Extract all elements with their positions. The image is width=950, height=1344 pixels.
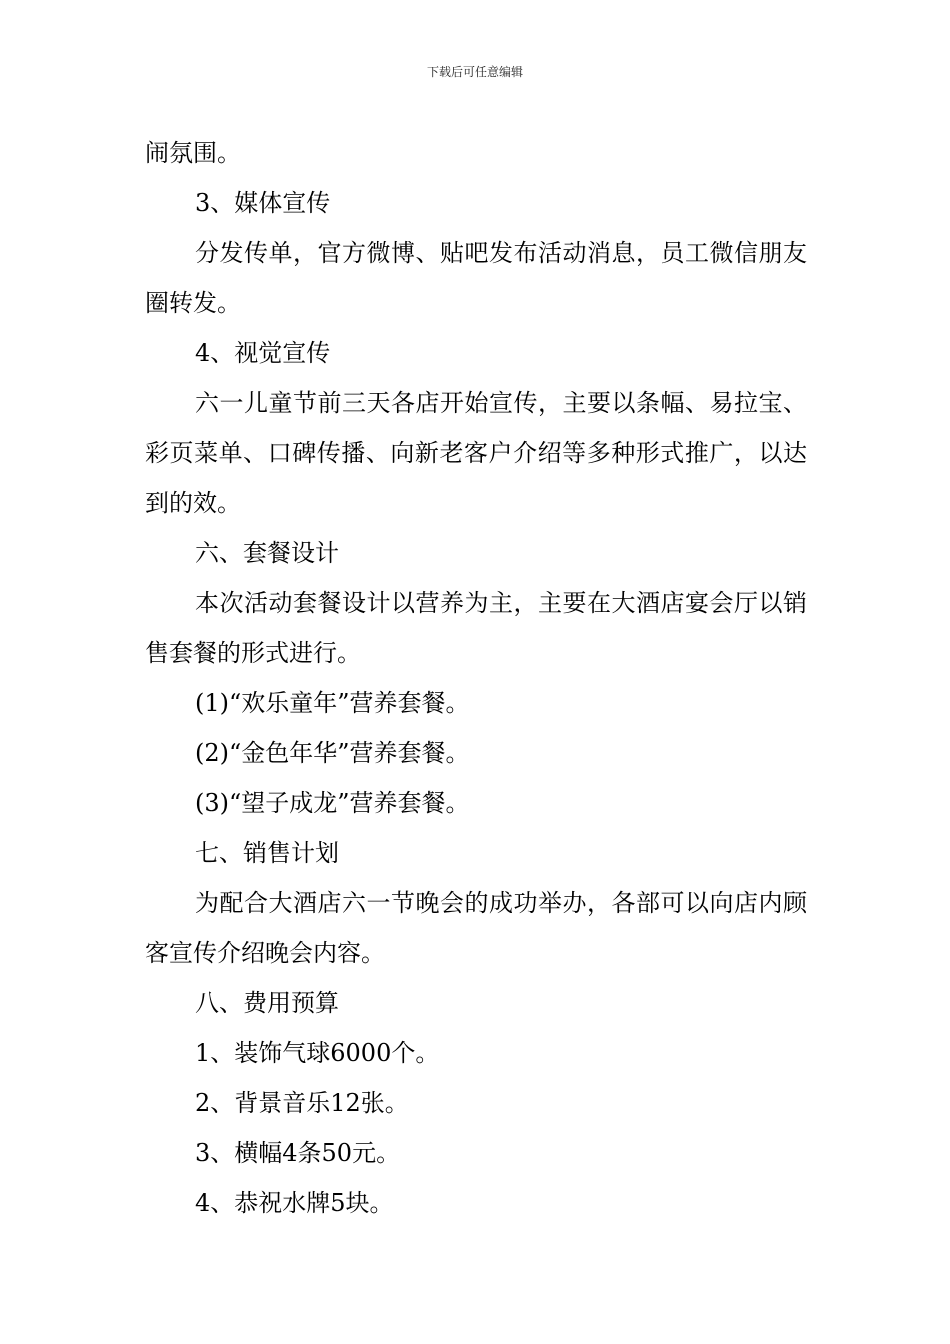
heading-budget: 八、费用预算 bbox=[195, 989, 339, 1017]
paragraph-continuation: 闹氛围。 bbox=[145, 139, 241, 167]
heading-package-design: 六、套餐设计 bbox=[195, 539, 339, 567]
document-body bbox=[145, 128, 807, 1228]
list-item-budget-2: 2、背景音乐12张。 bbox=[195, 1089, 409, 1117]
heading-sales-plan: 七、销售计划 bbox=[195, 839, 339, 867]
heading-media-promotion: 3、媒体宣传 bbox=[195, 189, 331, 217]
paragraph-sales-plan: 为配合大酒店六一节晚会的成功举办，各部可以向店内顾客宣传介绍晚会内容。 bbox=[145, 889, 807, 967]
page-header-note: 下载后可任意编辑 bbox=[426, 65, 523, 79]
heading-visual-promotion: 4、视觉宣传 bbox=[195, 339, 331, 367]
list-item-budget-1: 1、装饰气球6000个。 bbox=[195, 1039, 440, 1067]
list-item-package-2: (2)“金色年华”营养套餐。 bbox=[195, 739, 470, 767]
list-item-budget-4: 4、恭祝水牌5块。 bbox=[195, 1189, 394, 1217]
paragraph-media-promotion: 分发传单，官方微博、贴吧发布活动消息，员工微信朋友圈转发。 bbox=[145, 239, 807, 317]
paragraph-package-design: 本次活动套餐设计以营养为主，主要在大酒店宴会厅以销售套餐的形式进行。 bbox=[145, 589, 807, 667]
list-item-package-3: (3)“望子成龙”营养套餐。 bbox=[195, 789, 470, 817]
paragraph-visual-promotion: 六一儿童节前三天各店开始宣传，主要以条幅、易拉宝、彩页菜单、口碑传播、向新老客户介绍等多种形式推广，以达到的效。 bbox=[145, 389, 807, 517]
list-item-package-1: (1)“欢乐童年”营养套餐。 bbox=[195, 689, 470, 717]
list-item-budget-3: 3、横幅4条50元。 bbox=[195, 1139, 401, 1167]
